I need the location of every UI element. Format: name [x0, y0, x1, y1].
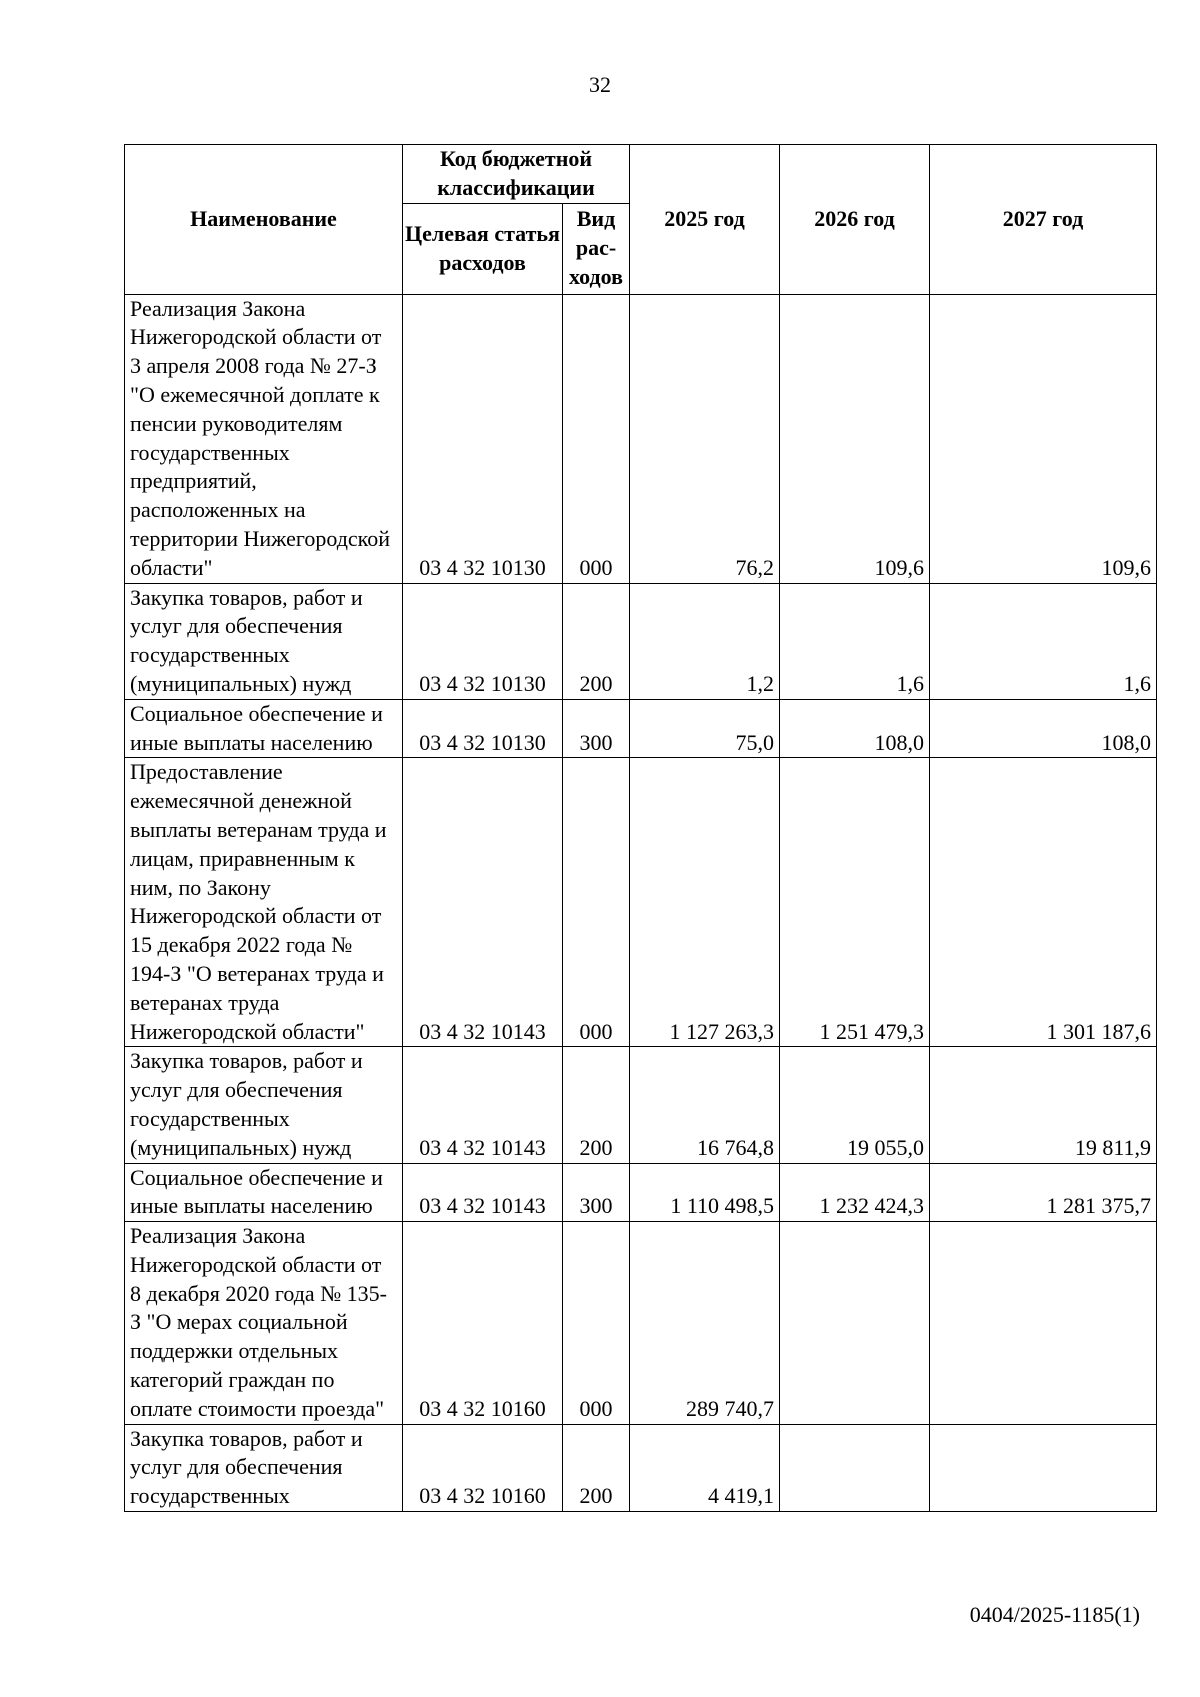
row-kind: 300 — [563, 699, 630, 758]
header-expense-kind: Вид рас-ходов — [563, 203, 630, 294]
row-value-2026 — [780, 1424, 930, 1511]
row-value-2027: 109,6 — [930, 294, 1157, 583]
document-registration-code: 0404/2025-1185(1) — [969, 1602, 1140, 1627]
row-code: 03 4 32 10143 — [403, 1047, 563, 1163]
row-code: 03 4 32 10143 — [403, 1163, 563, 1222]
row-value-2025: 1 110 498,5 — [630, 1163, 780, 1222]
row-value-2027: 19 811,9 — [930, 1047, 1157, 1163]
row-value-2027: 1 301 187,6 — [930, 758, 1157, 1047]
row-name: Реализация Закона Нижегородской области от 3 апреля 2008 года № 27-З "О ежемесячной доплате к пенсии руководителям государственных предприятий, расположенных на территории Нижегородской области" — [125, 294, 403, 583]
table-header — [125, 145, 1157, 295]
row-name: Закупка товаров, работ и услуг для обеспечения государственных (муниципальных) нужд — [125, 1047, 403, 1163]
row-code: 03 4 32 10130 — [403, 294, 563, 583]
header-target-article: Целевая статья расходов — [403, 203, 563, 294]
row-value-2025: 1,2 — [630, 583, 780, 699]
row-kind: 200 — [563, 1047, 630, 1163]
row-value-2026 — [780, 1222, 930, 1425]
row-value-2027: 1 281 375,7 — [930, 1163, 1157, 1222]
table-row — [125, 294, 1157, 583]
row-code: 03 4 32 10130 — [403, 583, 563, 699]
table-row — [125, 758, 1157, 1047]
row-value-2026: 109,6 — [780, 294, 930, 583]
row-code: 03 4 32 10143 — [403, 758, 563, 1047]
budget-table — [124, 144, 1157, 1512]
row-value-2026: 1 232 424,3 — [780, 1163, 930, 1222]
row-name: Социальное обеспечение и иные выплаты населению — [125, 1163, 403, 1222]
row-kind: 000 — [563, 758, 630, 1047]
row-value-2026: 108,0 — [780, 699, 930, 758]
row-name: Закупка товаров, работ и услуг для обеспечения государственных — [125, 1424, 403, 1511]
table-row — [125, 1222, 1157, 1425]
table-row — [125, 1047, 1157, 1163]
row-code: 03 4 32 10130 — [403, 699, 563, 758]
header-year-2025: 2025 год — [630, 145, 780, 295]
row-kind: 200 — [563, 583, 630, 699]
row-value-2025: 16 764,8 — [630, 1047, 780, 1163]
table-row — [125, 1424, 1157, 1511]
row-value-2027 — [930, 1222, 1157, 1425]
table-body — [125, 294, 1157, 1511]
row-kind: 000 — [563, 294, 630, 583]
header-budget-code: Код бюджетной классификации — [403, 145, 630, 204]
page-number: 32 — [589, 72, 611, 97]
row-value-2025: 75,0 — [630, 699, 780, 758]
table-row — [125, 583, 1157, 699]
header-year-2027: 2027 год — [930, 145, 1157, 295]
row-name: Предоставление ежемесячной денежной выплаты ветеранам труда и лицам, приравненным к ним, по Закону Нижегородской области от 15 декабря 2022 года № 194-З "О ветеранах труда и ветеранах труда Нижегородской области" — [125, 758, 403, 1047]
row-value-2026: 1 251 479,3 — [780, 758, 930, 1047]
row-value-2025: 1 127 263,3 — [630, 758, 780, 1047]
row-value-2027: 108,0 — [930, 699, 1157, 758]
row-code: 03 4 32 10160 — [403, 1424, 563, 1511]
row-value-2025: 76,2 — [630, 294, 780, 583]
row-value-2026: 1,6 — [780, 583, 930, 699]
row-kind: 200 — [563, 1424, 630, 1511]
row-kind: 000 — [563, 1222, 630, 1425]
table-row — [125, 699, 1157, 758]
table-row — [125, 1163, 1157, 1222]
header-year-2026: 2026 год — [780, 145, 930, 295]
row-value-2026: 19 055,0 — [780, 1047, 930, 1163]
row-kind: 300 — [563, 1163, 630, 1222]
row-value-2027 — [930, 1424, 1157, 1511]
header-name: Наименование — [125, 145, 403, 295]
row-name: Реализация Закона Нижегородской области от 8 декабря 2020 года № 135-З "О мерах социальной поддержки отдельных категорий граждан по оплате стоимости проезда" — [125, 1222, 403, 1425]
row-name: Социальное обеспечение и иные выплаты населению — [125, 699, 403, 758]
row-value-2025: 289 740,7 — [630, 1222, 780, 1425]
row-code: 03 4 32 10160 — [403, 1222, 563, 1425]
row-value-2025: 4 419,1 — [630, 1424, 780, 1511]
row-name: Закупка товаров, работ и услуг для обеспечения государственных (муниципальных) нужд — [125, 583, 403, 699]
row-value-2027: 1,6 — [930, 583, 1157, 699]
